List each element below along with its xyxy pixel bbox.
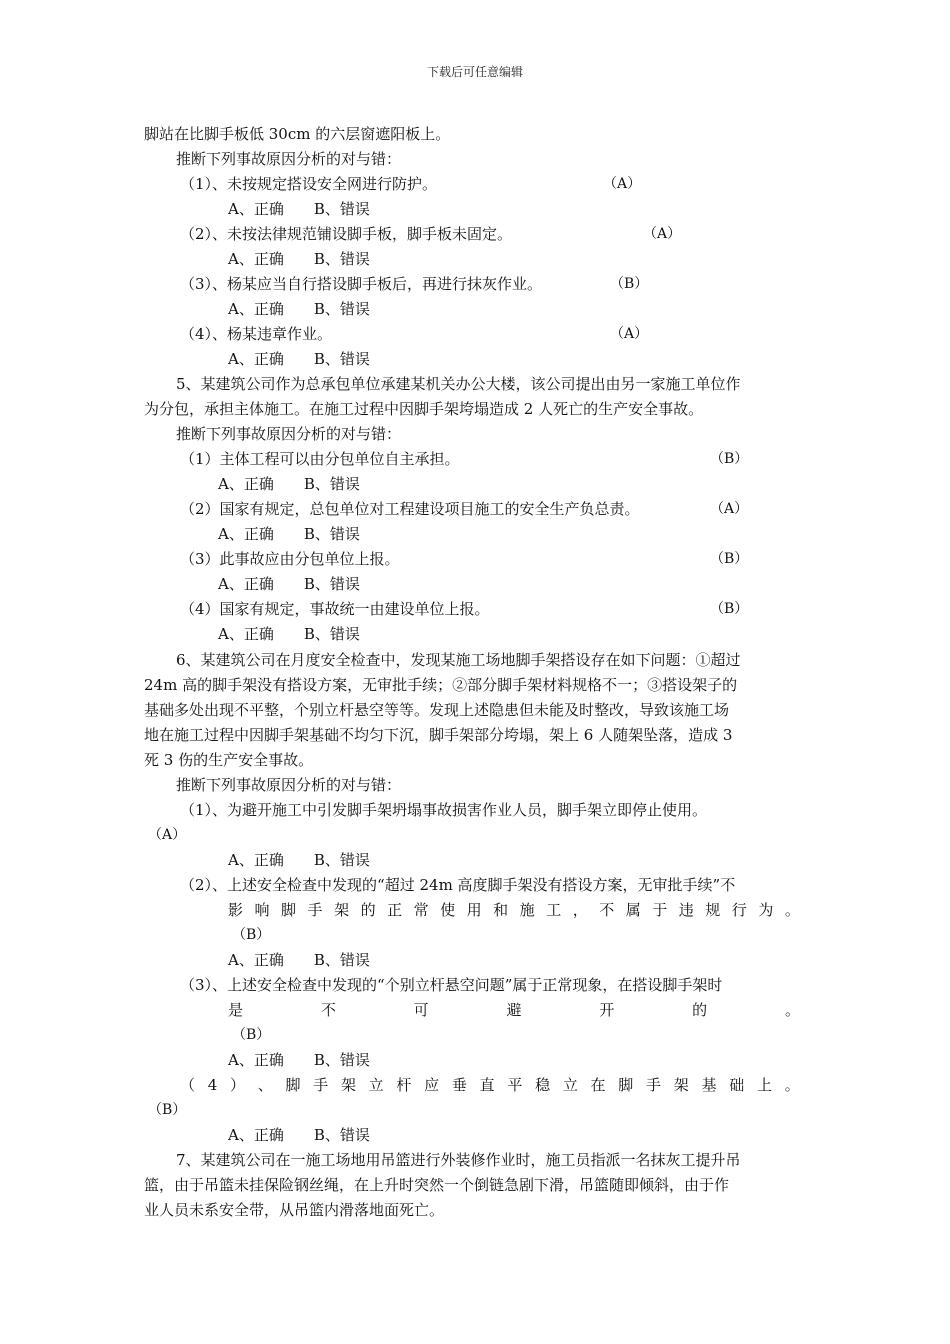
page-header: 下载后可任意编辑 xyxy=(426,65,523,79)
answer-label: （A） xyxy=(603,176,642,192)
justified-char: 不 xyxy=(320,1001,336,1019)
options-text: A、正确 B、错误 xyxy=(228,200,370,218)
justified-char: 稳 xyxy=(535,1076,551,1094)
paragraph-line: 篮，由于吊篮未挂保险钢丝绳，在上升时突然一个倒链急剧下滑，吊篮随即倾斜，由于作 xyxy=(144,1176,730,1194)
justified-char: 的 xyxy=(692,1001,708,1019)
justified-char: 违 xyxy=(678,901,694,919)
justified-char: 手 xyxy=(313,1076,329,1094)
question-text: （4）、杨某违章作业。 xyxy=(180,325,333,343)
justified-char: 。 xyxy=(784,1001,800,1019)
justified-line xyxy=(180,1075,800,1095)
answer-label: （B） xyxy=(710,601,749,617)
answer-label: （A） xyxy=(148,827,187,843)
options-text: A、正确 B、错误 xyxy=(218,475,360,493)
justified-char: 应 xyxy=(424,1076,440,1094)
options-text: A、正确 B、错误 xyxy=(228,1126,370,1144)
justified-char: 是 xyxy=(228,1001,244,1019)
text-line: 推断下列事故原因分析的对与错： xyxy=(176,776,402,794)
paragraph-line: 24m 高的脚手架没有搭设方案，无审批手续；②部分脚手架材料规格不一；③搭设架子的 xyxy=(144,676,738,694)
justified-char: 脚 xyxy=(618,1076,634,1094)
options-text: A、正确 B、错误 xyxy=(228,250,370,268)
justified-char: 可 xyxy=(413,1001,429,1019)
justified-char: 开 xyxy=(599,1001,615,1019)
justified-char: 工 xyxy=(546,901,562,919)
options-text: A、正确 B、错误 xyxy=(228,951,370,969)
justified-char: 上 xyxy=(756,1076,772,1094)
justified-char: 架 xyxy=(673,1076,689,1094)
text-line: 推断下列事故原因分析的对与错： xyxy=(176,150,402,168)
justified-char: 行 xyxy=(731,901,747,919)
justified-char: 脚 xyxy=(281,901,297,919)
justified-char: 正 xyxy=(387,901,403,919)
text-line: 推断下列事故原因分析的对与错： xyxy=(176,425,402,443)
paragraph-line: 5、某建筑公司作为总承包单位承建某机关办公大楼，该公司提出由另一家施工单位作 xyxy=(176,375,741,393)
justified-char: 手 xyxy=(307,901,323,919)
answer-label: （B） xyxy=(232,927,271,943)
text-line: 脚站在比脚手板低 30cm 的六层窗遮阳板上。 xyxy=(144,125,451,143)
justified-char: 在 xyxy=(590,1076,606,1094)
justified-char: 避 xyxy=(506,1001,522,1019)
justified-char: 响 xyxy=(254,901,270,919)
paragraph-line: 为分包，承担主体施工。在施工过程中因脚手架垮塌造成 2 人死亡的生产安全事故。 xyxy=(144,400,704,418)
justified-char: 属 xyxy=(625,901,641,919)
question-text: （2）、上述安全检查中发现的“超过 24m 高度脚手架没有搭设方案，无审批手续”不 xyxy=(180,876,736,894)
question-text: （1）、为避开施工中引发脚手架坍塌事故损害作业人员，脚手架立即停止使用。 xyxy=(180,801,708,819)
justified-char: 规 xyxy=(705,901,721,919)
answer-label: （B） xyxy=(232,1027,271,1043)
justified-char: 立 xyxy=(368,1076,384,1094)
paragraph-line: 7、某建筑公司在一施工场地用吊篮进行外装修作业时，施工员指派一名抹灰工提升吊 xyxy=(176,1151,741,1169)
justified-char: 脚 xyxy=(285,1076,301,1094)
question-text: （1）主体工程可以由分包单位自主承担。 xyxy=(180,450,460,468)
justified-char: 。 xyxy=(784,1076,800,1094)
justified-char: 垂 xyxy=(451,1076,467,1094)
justified-char: 直 xyxy=(479,1076,495,1094)
paragraph-line: 死 3 伤的生产安全事故。 xyxy=(144,751,314,769)
options-text: A、正确 B、错误 xyxy=(228,350,370,368)
answer-label: （B） xyxy=(148,1102,187,1118)
justified-char: 常 xyxy=(413,901,429,919)
justified-char: 、 xyxy=(257,1076,273,1094)
answer-label: （B） xyxy=(710,451,749,467)
justified-char: 于 xyxy=(652,901,668,919)
justified-char: ） xyxy=(230,1076,246,1094)
question-text: （4）国家有规定，事故统一由建设单位上报。 xyxy=(180,600,490,618)
answer-label: （A） xyxy=(610,326,649,342)
justified-line xyxy=(228,900,800,920)
justified-char: 手 xyxy=(646,1076,662,1094)
options-text: A、正确 B、错误 xyxy=(228,300,370,318)
question-text: （1）、未按规定搭设安全网进行防护。 xyxy=(180,175,438,193)
question-text: （3）此事故应由分包单位上报。 xyxy=(180,550,400,568)
paragraph-line: 6、某建筑公司在月度安全检查中，发现某施工场地脚手架搭设存在如下问题：①超过 xyxy=(176,651,741,669)
justified-char: 和 xyxy=(493,901,509,919)
justified-char: 基 xyxy=(701,1076,717,1094)
answer-label: （A） xyxy=(710,501,749,517)
options-text: A、正确 B、错误 xyxy=(228,851,370,869)
justified-char: 4 xyxy=(207,1076,218,1094)
justified-char: 。 xyxy=(784,901,800,919)
answer-label: （B） xyxy=(610,276,649,292)
options-text: A、正确 B、错误 xyxy=(218,625,360,643)
paragraph-line: 业人员未系安全带，从吊篮内滑落地面死亡。 xyxy=(144,1201,445,1219)
justified-char: （ xyxy=(180,1076,196,1094)
justified-char: 立 xyxy=(562,1076,578,1094)
paragraph-line: 基础多处出现不平整，个别立杆悬空等等。发现上述隐患但未能及时整改，导致该施工场 xyxy=(144,701,730,719)
question-text: （3）、上述安全检查中发现的“个别立杆悬空问题”属于正常现象，在搭设脚手架时 xyxy=(180,976,723,994)
justified-char: 平 xyxy=(507,1076,523,1094)
justified-char: 用 xyxy=(466,901,482,919)
justified-char: 影 xyxy=(228,901,244,919)
justified-char: 施 xyxy=(519,901,535,919)
options-text: A、正确 B、错误 xyxy=(228,1051,370,1069)
justified-char: 架 xyxy=(340,1076,356,1094)
justified-char: 架 xyxy=(334,901,350,919)
justified-char: 杆 xyxy=(396,1076,412,1094)
answer-label: （B） xyxy=(710,551,749,567)
justified-char: ， xyxy=(572,901,588,919)
justified-char: 使 xyxy=(440,901,456,919)
question-text: （2）国家有规定，总包单位对工程建设项目施工的安全生产负总责。 xyxy=(180,500,640,518)
paragraph-line: 地在施工过程中因脚手架基础不均匀下沉，脚手架部分垮塌，架上 6 人随架坠落，造成 3 xyxy=(144,726,733,744)
justified-char: 不 xyxy=(599,901,615,919)
options-text: A、正确 B、错误 xyxy=(218,525,360,543)
question-text: （3）、杨某应当自行搭设脚手板后，再进行抹灰作业。 xyxy=(180,275,543,293)
justified-line xyxy=(228,1000,800,1020)
question-text: （2）、未按法律规范铺设脚手板，脚手板未固定。 xyxy=(180,225,513,243)
justified-char: 础 xyxy=(729,1076,745,1094)
justified-char: 为 xyxy=(758,901,774,919)
answer-label: （A） xyxy=(643,226,682,242)
justified-char: 的 xyxy=(360,901,376,919)
options-text: A、正确 B、错误 xyxy=(218,575,360,593)
